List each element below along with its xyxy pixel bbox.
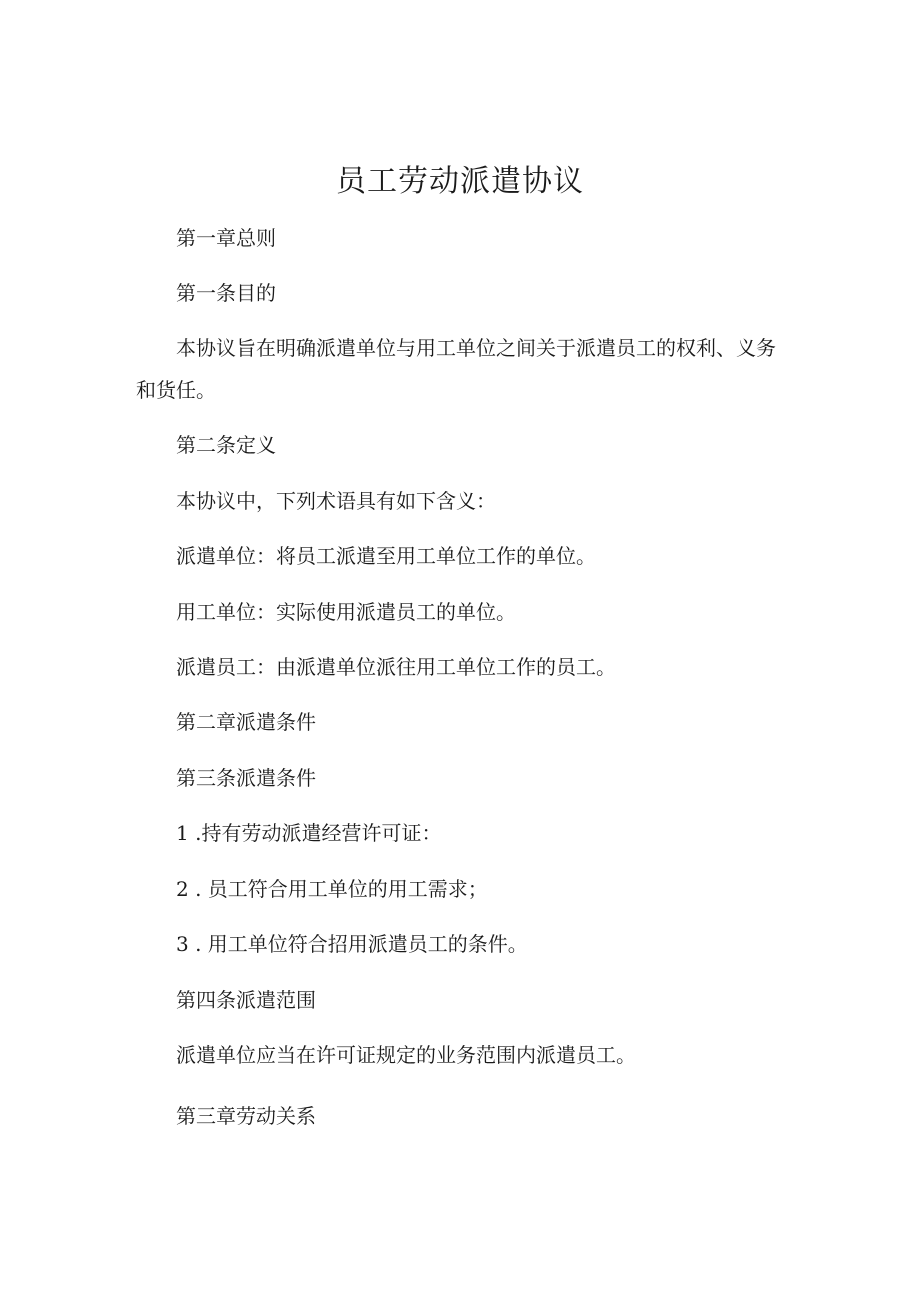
article-heading: 第二条定义 [176,433,276,457]
list-item: 1 .持有劳动派遣经营许可证： [176,821,442,845]
document-title: 员工劳动派遣协议 [336,164,584,199]
list-item: 2 . 员工符合用工单位的用工需求； [176,877,488,901]
definition-item: 派遣员工：由派遣单位派往用工单位工作的员工。 [176,655,616,679]
article-heading: 第三条派遣条件 [176,766,316,790]
paragraph: 派遣单位应当在许可证规定的业务范围内派遣员工。 [176,1043,636,1067]
list-item: 3 . 用工单位符合招用派遣员工的条件。 [176,932,528,956]
article-heading: 第四条派遣范围 [176,988,316,1012]
paragraph: 本协议中，下列术语具有如下含义： [176,489,496,513]
chapter-heading: 第一章总则 [176,226,276,250]
article-heading: 第一条目的 [176,281,276,305]
paragraph: 本协议旨在明确派遣单位与用工单位之间关于派遣员工的权利、义务和货任。 [136,336,776,402]
definition-item: 用工单位：实际使用派遣员工的单位。 [176,600,516,624]
chapter-heading: 第三章劳动关系 [176,1104,316,1128]
definition-item: 派遣单位：将员工派遣至用工单位工作的单位。 [176,544,596,568]
chapter-heading: 第二章派遣条件 [176,710,316,734]
